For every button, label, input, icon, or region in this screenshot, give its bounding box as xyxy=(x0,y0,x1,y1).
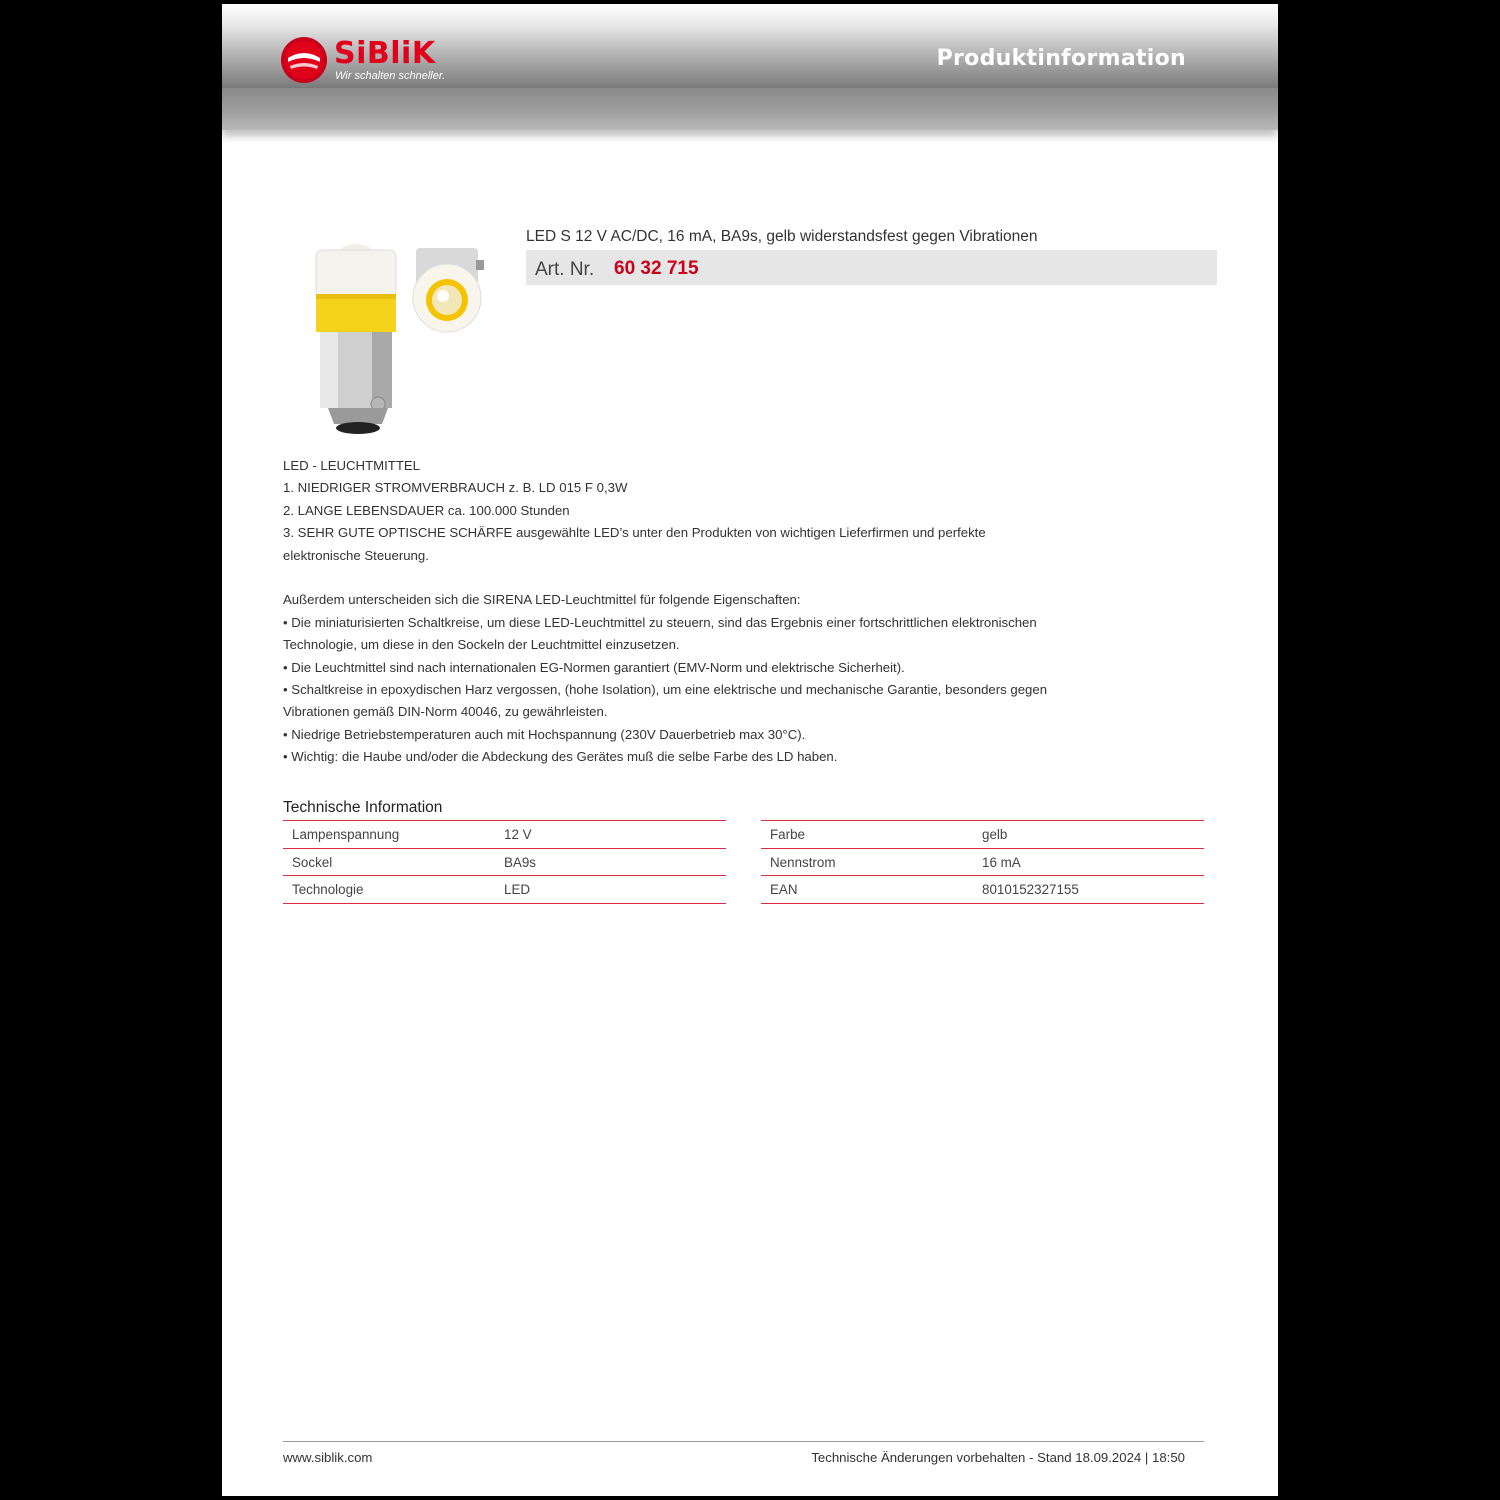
description-line: Technologie, um diese in den Sockeln der Leuchtmittel einzusetzen. xyxy=(283,637,680,653)
table-row xyxy=(761,820,1204,848)
description-line: • Niedrige Betriebstemperaturen auch mit Hochspannung (230V Dauerbetrieb max 30°C). xyxy=(283,726,806,742)
tech-table-right xyxy=(761,820,1204,904)
description-line: Außerdem unterscheiden sich die SIRENA LED-Leuchtmittel für folgende Eigenschaften: xyxy=(283,592,801,608)
description-line: 1. NIEDRIGER STROMVERBRAUCH z. B. LD 015 F 0,3W xyxy=(283,480,628,496)
table-row xyxy=(283,820,726,848)
description-line: • Wichtig: die Haube und/oder die Abdeckung des Gerätes muß die selbe Farbe des LD haben. xyxy=(283,749,838,765)
siblik-logo[interactable] xyxy=(280,36,480,88)
article-number-label: Art. Nr. xyxy=(535,259,595,280)
table-row xyxy=(283,875,726,904)
paragraph-gap xyxy=(283,567,1103,589)
description-line: elektronische Steuerung. xyxy=(283,547,429,563)
document-page xyxy=(222,4,1278,1496)
header-band xyxy=(222,88,1278,130)
spec-value: 8010152327155 xyxy=(982,882,1079,897)
spec-value: LED xyxy=(504,882,531,897)
product-description xyxy=(283,455,1103,769)
spec-value: BA9s xyxy=(504,854,537,870)
description-line: • Die Leuchtmittel sind nach internationalen EG-Normen garantiert (EMV-Norm und elektrische Sicherheit). xyxy=(283,659,905,675)
footer-divider xyxy=(283,1441,1204,1442)
description-line: 3. SEHR GUTE OPTISCHE SCHÄRFE ausgewählte LED’s unter den Produkten von wichtigen Lieferfirmen und perfekte xyxy=(283,525,986,541)
description-line: LED - LEUCHTMITTEL xyxy=(283,458,421,473)
article-number-bar xyxy=(526,250,1217,285)
header-bar xyxy=(222,4,1278,88)
page-title: Produktinformation xyxy=(936,46,1186,71)
logo-wordmark: SiBliK xyxy=(334,36,436,71)
table-row xyxy=(283,848,726,876)
footer-note: Technische Änderungen vorbehalten - Stand 18.09.2024 | 18:50 xyxy=(811,1450,1185,1465)
spec-value: 16 mA xyxy=(982,854,1021,870)
footer-website-link[interactable]: www.siblik.com xyxy=(283,1450,373,1465)
spec-value: 12 V xyxy=(504,827,532,842)
description-line: 2. LANGE LEBENSDAUER ca. 100.000 Stunden xyxy=(283,502,570,518)
spec-key: Farbe xyxy=(770,827,805,842)
table-row xyxy=(761,848,1204,876)
siblik-logo-icon xyxy=(280,36,328,84)
description-line: Vibrationen gemäß DIN-Norm 40046, zu gewährleisten. xyxy=(283,704,608,720)
description-line: • Die miniaturisierten Schaltkreise, um diese LED-Leuchtmittel zu steuern, sind das Ergebnis einer fortschrittlichen elektronischen xyxy=(283,614,1037,630)
spec-key: Lampenspannung xyxy=(292,827,400,842)
product-title: LED S 12 V AC/DC, 16 mA, BA9s, gelb widerstandsfest gegen Vibrationen xyxy=(526,228,1038,245)
spec-key: Sockel xyxy=(292,854,333,870)
spec-value: gelb xyxy=(982,827,1008,842)
table-row xyxy=(761,875,1204,904)
led-bulb-image xyxy=(300,234,500,434)
article-number-value: 60 32 715 xyxy=(614,258,699,279)
spec-key: Technologie xyxy=(292,882,364,897)
logo-tagline: Wir schalten schneller. xyxy=(335,70,446,82)
tech-table-left xyxy=(283,820,726,904)
spec-key: EAN xyxy=(770,882,798,897)
tech-info-heading: Technische Information xyxy=(283,799,443,816)
spec-key: Nennstrom xyxy=(770,854,836,870)
description-line: • Schaltkreise in epoxydischen Harz vergossen, (hohe Isolation), um eine elektrische und mechanische Garantie, besonders gegen xyxy=(283,682,1048,698)
